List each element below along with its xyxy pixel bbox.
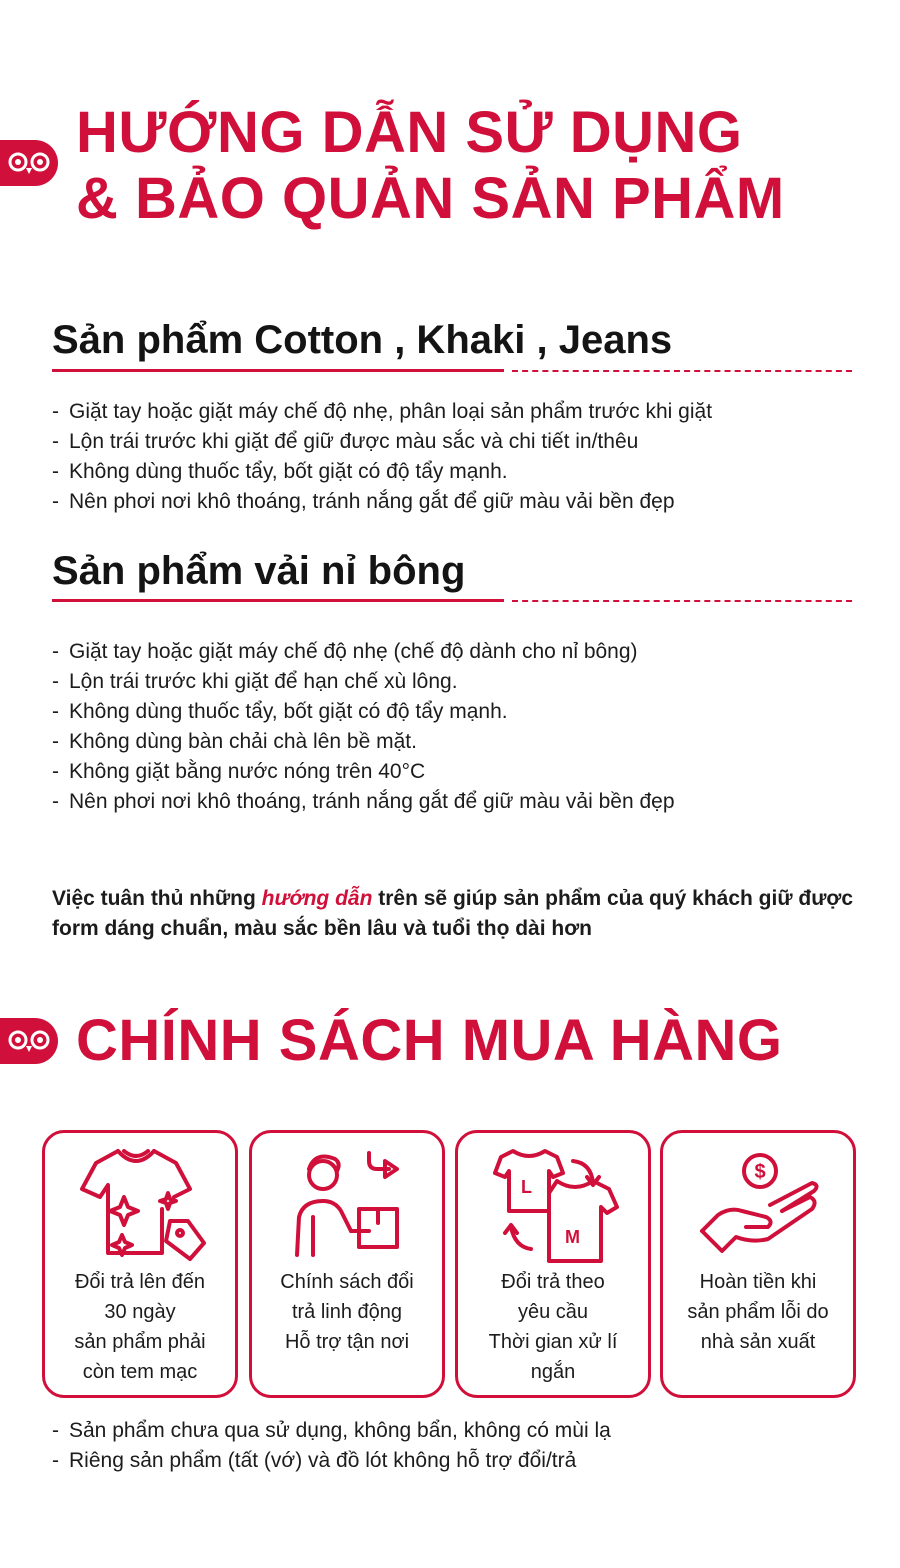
fleece-care-list xyxy=(52,637,675,817)
policy-card-refund xyxy=(660,1130,856,1398)
policy-card-return-30-days xyxy=(42,1130,238,1398)
card-caption: Hoàn tiền khi sản phẩm lỗi do nhà sản xuất xyxy=(687,1271,829,1353)
policy-title: CHÍNH SÁCH MUA HÀNG xyxy=(76,1008,783,1073)
list-item: - Không dùng bàn chải chà lên bề mặt. xyxy=(52,727,675,757)
care-closing-text: Việc tuân thủ những hướng dẫn trên sẽ giúp sản phẩm của quý khách giữ được form dáng chuẩn, màu sắc bền lâu và tuổi thọ dài hơn xyxy=(52,887,854,940)
svg-text:L: L xyxy=(521,1177,532,1197)
cotton-care-list xyxy=(52,397,712,517)
shirt-exchange-icon xyxy=(491,1145,621,1265)
policy-card-on-demand-return xyxy=(455,1130,651,1398)
list-item: - Không dùng thuốc tẩy, bốt giặt có độ tẩy mạnh. xyxy=(52,697,675,727)
list-item: - Giặt tay hoặc giặt máy chế độ nhẹ, phân loại sản phẩm trước khi giặt xyxy=(52,397,712,427)
list-item: - Nên phơi nơi khô thoáng, tránh nắng gắt để giữ màu vải bền đẹp xyxy=(52,487,712,517)
owl-logo-tab xyxy=(0,140,58,186)
list-item: - Sản phẩm chưa qua sử dụng, không bẩn, không có mùi lạ xyxy=(52,1416,611,1446)
svg-text:$: $ xyxy=(754,1161,766,1183)
list-item: - Giặt tay hoặc giặt máy chế độ nhẹ (chế độ dành cho nỉ bông) xyxy=(52,637,675,667)
policy-card-flexible-return xyxy=(249,1130,445,1398)
tshirt-tag-icon xyxy=(78,1145,208,1265)
hand-coin-icon xyxy=(696,1145,826,1265)
card-caption: Đổi trả lên đến 30 ngày sản phẩm phải còn tem mạc xyxy=(74,1271,206,1383)
care-title-line1: HƯỚNG DẪN SỬ DỤNG xyxy=(76,100,743,165)
care-title-line2: & BẢO QUẢN SẢN PHẨM xyxy=(76,166,785,231)
card-caption: Chính sách đổi trả linh động Hỗ trợ tận nơi xyxy=(280,1271,414,1353)
fleece-heading: Sản phẩm vải nỉ bông xyxy=(52,549,466,593)
closing-highlight: hướng dẫn xyxy=(261,887,373,910)
delivery-person-icon xyxy=(285,1145,415,1265)
owl-icon xyxy=(4,1026,54,1056)
owl-logo-tab xyxy=(0,1018,58,1064)
svg-text:M: M xyxy=(565,1227,580,1247)
list-item: - Riêng sản phẩm (tất (vớ) và đồ lót không hỗ trợ đổi/trả xyxy=(52,1446,611,1476)
card-caption: Đổi trả theo yêu cầu Thời gian xử lí ngắn xyxy=(488,1271,618,1383)
list-item: - Không giặt bằng nước nóng trên 40°C xyxy=(52,757,675,787)
list-item: - Không dùng thuốc tẩy, bốt giặt có độ tẩy mạnh. xyxy=(52,457,712,487)
cotton-heading-rule xyxy=(52,369,852,372)
list-item: - Lộn trái trước khi giặt để hạn chế xù lông. xyxy=(52,667,675,697)
list-item: - Lộn trái trước khi giặt để giữ được màu sắc và chi tiết in/thêu xyxy=(52,427,712,457)
list-item: - Nên phơi nơi khô thoáng, tránh nắng gắt để giữ màu vải bền đẹp xyxy=(52,787,675,817)
policy-notes-list xyxy=(52,1416,611,1476)
owl-icon xyxy=(4,148,54,178)
cotton-heading: Sản phẩm Cotton , Khaki , Jeans xyxy=(52,318,673,362)
fleece-heading-rule xyxy=(52,599,852,602)
